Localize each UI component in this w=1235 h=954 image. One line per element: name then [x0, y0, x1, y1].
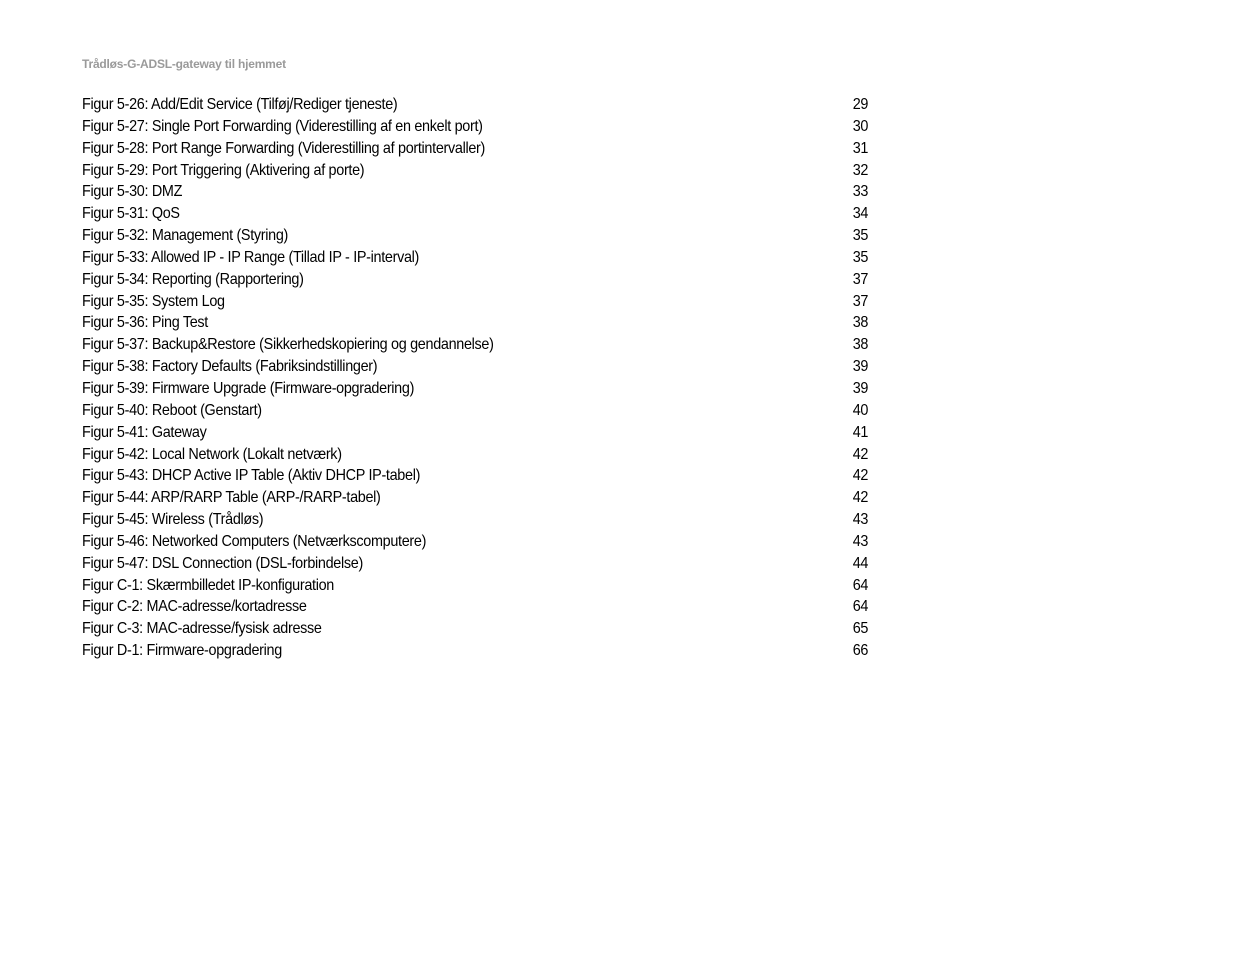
- list-item: [82, 444, 872, 466]
- page-number: 34: [852, 205, 868, 223]
- figure-title: Figur 5-39: Firmware Upgrade (Firmware-opgradering): [82, 379, 415, 397]
- figure-title: Figur C-2: MAC-adresse/kortadresse: [82, 598, 307, 616]
- page-number: 33: [852, 183, 868, 201]
- page-number: 32: [852, 161, 868, 179]
- figure-title: Figur 5-45: Wireless (Trådløs): [82, 511, 264, 529]
- list-item: [82, 553, 872, 575]
- list-item: [82, 356, 872, 378]
- figure-title: Figur 5-37: Backup&Restore (Sikkerhedskopiering og gendannelse): [82, 336, 494, 354]
- figure-title: Figur 5-30: DMZ: [82, 183, 183, 201]
- page-number: 35: [852, 227, 868, 245]
- figure-title: Figur 5-29: Port Triggering (Aktivering af porte): [82, 161, 365, 179]
- page-number: 31: [852, 139, 868, 157]
- figure-title: Figur 5-27: Single Port Forwarding (Viderestilling af en enkelt port): [82, 117, 483, 135]
- page-number: 38: [852, 314, 868, 332]
- page-number: 64: [852, 598, 868, 616]
- page-number: 42: [852, 489, 868, 507]
- page-number: 40: [852, 401, 868, 419]
- list-item: [82, 531, 872, 553]
- figure-title: Figur D-1: Firmware-opgradering: [82, 642, 282, 660]
- list-item: [82, 400, 872, 422]
- page-number: 42: [852, 467, 868, 485]
- list-item: [82, 422, 872, 444]
- figure-title: Figur 5-34: Reporting (Rapportering): [82, 270, 304, 288]
- list-item: [82, 487, 872, 509]
- page-number: 43: [852, 511, 868, 529]
- figure-title: Figur 5-47: DSL Connection (DSL-forbindelse): [82, 554, 363, 572]
- page-number: 41: [852, 423, 868, 441]
- list-item: [82, 291, 872, 313]
- figure-title: Figur 5-26: Add/Edit Service (Tilføj/Rediger tjeneste): [82, 96, 398, 113]
- list-item: [82, 94, 872, 116]
- figure-title: Figur C-1: Skærmbilledet IP-konfiguration: [82, 576, 334, 594]
- page-number: 35: [852, 248, 868, 266]
- figure-title: Figur C-3: MAC-adresse/fysisk adresse: [82, 620, 322, 638]
- list-item: [82, 312, 872, 334]
- list-item: [82, 247, 872, 269]
- page-number: 43: [852, 532, 868, 550]
- figure-title: Figur 5-40: Reboot (Genstart): [82, 401, 262, 419]
- list-item: [82, 640, 872, 662]
- page-number: 65: [852, 620, 868, 638]
- figure-title: Figur 5-35: System Log: [82, 292, 225, 310]
- list-item: [82, 181, 872, 203]
- figure-title: Figur 5-44: ARP/RARP Table (ARP-/RARP-tabel): [82, 489, 381, 507]
- list-item: [82, 618, 872, 640]
- page-number: 42: [852, 445, 868, 463]
- list-item: [82, 225, 872, 247]
- list-item: [82, 596, 872, 618]
- page-number: 30: [852, 117, 868, 135]
- page-number: 66: [852, 642, 868, 660]
- figure-title: Figur 5-28: Port Range Forwarding (Viderestilling af portintervaller): [82, 139, 485, 157]
- figure-title: Figur 5-36: Ping Test: [82, 314, 208, 332]
- page-number: 44: [852, 554, 868, 572]
- figure-list: [82, 94, 872, 662]
- page-number: 39: [852, 358, 868, 376]
- page-number: 39: [852, 379, 868, 397]
- figure-title: Figur 5-42: Local Network (Lokalt netværk): [82, 445, 342, 463]
- page-number: 29: [852, 96, 868, 113]
- list-item: [82, 116, 872, 138]
- list-item: [82, 575, 872, 597]
- list-item: [82, 269, 872, 291]
- list-item: [82, 203, 872, 225]
- figure-title: Figur 5-31: QoS: [82, 205, 180, 223]
- page-number: 64: [852, 576, 868, 594]
- list-item: [82, 334, 872, 356]
- list-item: [82, 378, 872, 400]
- list-item: [82, 138, 872, 160]
- figure-title: Figur 5-46: Networked Computers (Netværkscomputere): [82, 532, 427, 550]
- list-item: [82, 160, 872, 182]
- figure-title: Figur 5-43: DHCP Active IP Table (Aktiv DHCP IP-tabel): [82, 467, 421, 485]
- figure-title: Figur 5-38: Factory Defaults (Fabriksindstillinger): [82, 358, 378, 376]
- page-number: 38: [852, 336, 868, 354]
- page-number: 37: [852, 292, 868, 310]
- list-item: [82, 465, 872, 487]
- figure-title: Figur 5-32: Management (Styring): [82, 227, 289, 245]
- figure-title: Figur 5-41: Gateway: [82, 423, 207, 441]
- running-header-title: Trådløs-G-ADSL-gateway til hjemmet: [82, 57, 286, 71]
- list-item: [82, 509, 872, 531]
- page-number: 37: [852, 270, 868, 288]
- figure-title: Figur 5-33: Allowed IP - IP Range (Tillad IP - IP-interval): [82, 248, 420, 266]
